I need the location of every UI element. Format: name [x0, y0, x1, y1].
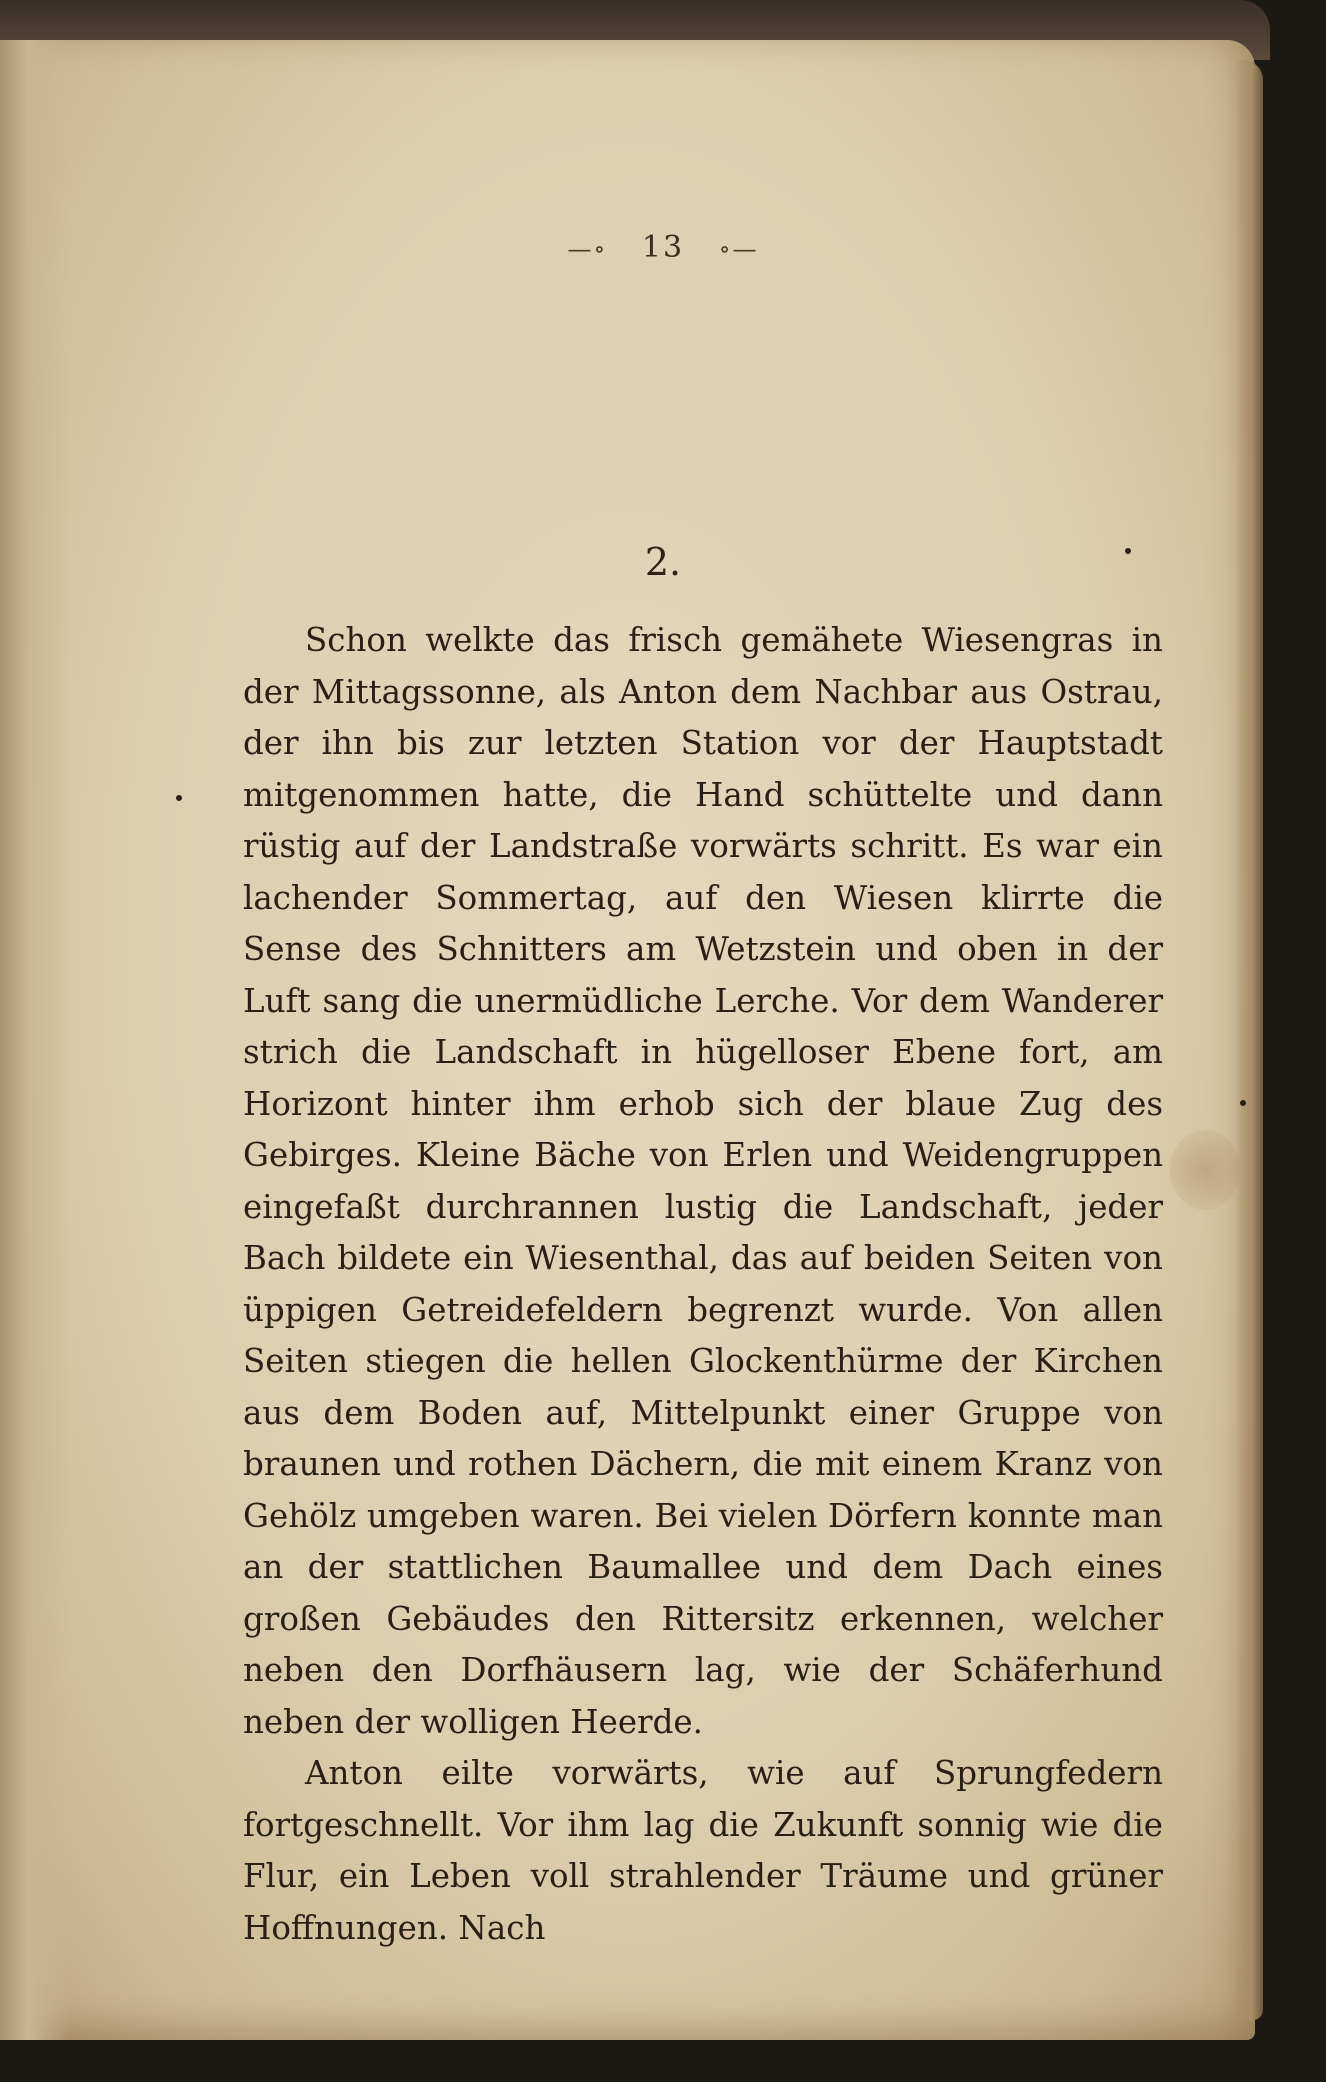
page-number: 13 [641, 230, 685, 265]
page-right-edge [1235, 60, 1263, 2020]
paragraph-2: Anton eilte vorwärts, wie auf Sprungfedern fortgeschnellt. Vor ihm lag die Zukunft sonnig wie die Flur, ein Leben voll strahlender Träume und grüner Hoffnungen. Nach [243, 1754, 1163, 1947]
paper-stain [1170, 1130, 1240, 1210]
page-number-header [0, 230, 1326, 265]
body-text [243, 615, 1163, 1954]
page-gutter [0, 40, 70, 2040]
ink-speck [176, 795, 182, 801]
ornament-right: ∘— [718, 235, 759, 263]
paragraph-1: Schon welkte das frisch gemähete Wiesengras in der Mittagssonne, als Anton dem Nachbar aus Ostrau, der ihn bis zur letzten Station vor der Hauptstadt mitgenommen hatte, die Hand schüttelte und dann rüstig auf der Landstraße vorwärts schritt. Es war ein lachender Sommertag, auf den Wiesen klirrte die Sense des Schnitters am Wetzstein und oben in der Luft sang die unermüdliche Lerche. Vor dem Wanderer strich die Landschaft in hügelloser Ebene fort, am Horizont hinter ihm erhob sich der blaue Zug des Gebirges. Kleine Bäche von Erlen und Weidengruppen eingefaßt durchrannen lustig die Landschaft, jeder Bach bildete ein Wiesenthal, das auf beiden Seiten von üppigen Getreidefeldern begrenzt wurde. Von allen Seiten stiegen die hellen Glockenthürme der Kirchen aus dem Boden auf, Mittelpunkt einer Gruppe von braunen und rothen Dächern, die mit einem Kranz von Gehölz umgeben waren. Bei vielen Dörfern konnte man an der stattlichen Baumallee und dem Dach eines großen Gebäudes den Rittersitz erkennen, welcher neben den Dorfhäusern lag, wie der Schäferhund neben der wolligen Heerde. [243, 621, 1163, 1741]
chapter-number: 2. [644, 540, 682, 584]
ink-speck [1125, 548, 1131, 554]
ink-speck [1240, 1100, 1246, 1106]
ornament-left: —∘ [567, 235, 608, 263]
